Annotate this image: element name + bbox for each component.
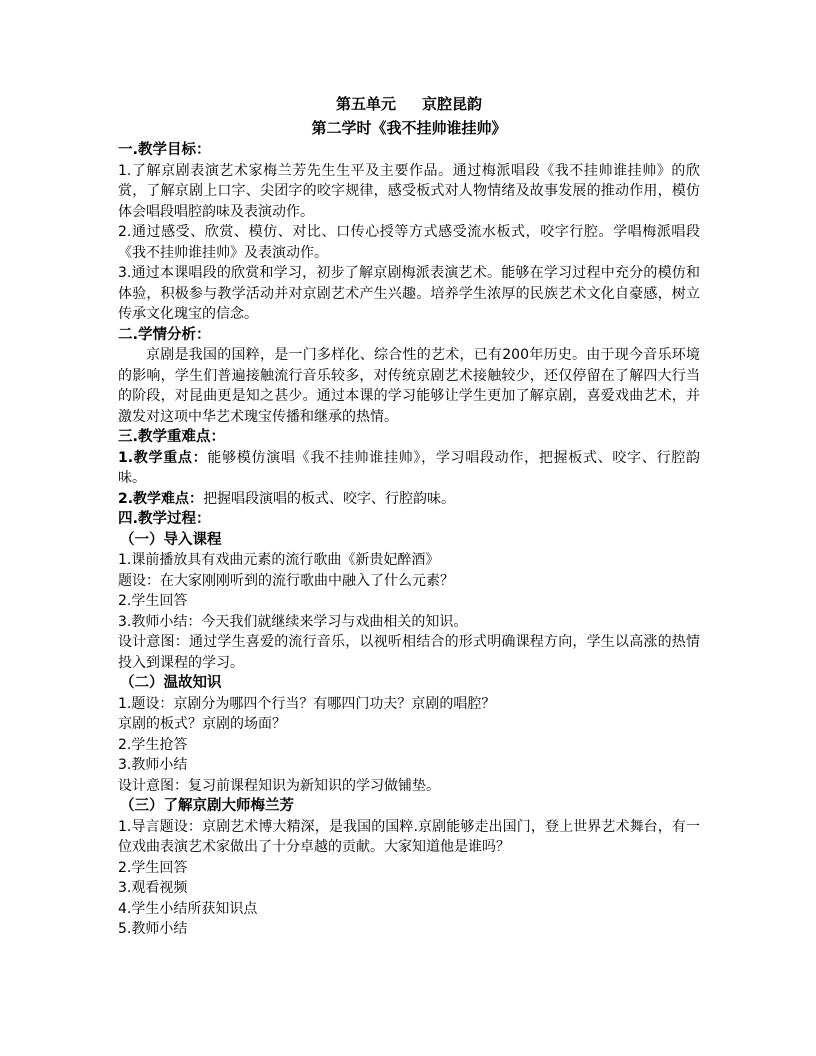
part2-line-3: 2.学生抢答 (118, 736, 188, 753)
part1-title: （一）导入课程 (120, 531, 222, 548)
goals-heading: 一.教学目标： (118, 142, 211, 158)
part3-line-4: 4.学生小结所获知识点 (118, 900, 258, 917)
part1-line-2: 题设：在大家刚刚听到的流行歌曲中融入了什么元素？ (118, 572, 454, 589)
focus-label: 1.教学重点： (118, 449, 208, 466)
part1-line-1: 1.课前播放具有戏曲元素的流行歌曲《新贵妃醉酒》 (118, 552, 440, 568)
part2-line-5: 设计意图：复习前课程知识为新知识的学习做铺垫。 (118, 777, 440, 794)
lesson-title: 第二学时《我不挂帅谁挂帅》 (311, 119, 507, 137)
part3-line-1: 1.导言题设：京剧艺术博大精深，是我国的国粹.京剧能够走出国门，登上世界艺术舞台，有一位戏曲表演艺术家做出了十分卓越的贡献。大家知道他是谁吗？ (118, 818, 700, 855)
process-heading: 四.教学过程： (118, 511, 211, 527)
part1-line-3: 2.学生回答 (118, 593, 188, 609)
part2-line-1: 1.题设：京剧分为哪四个行当？有哪四门功夫？京剧的唱腔？ (118, 695, 496, 712)
unit-number: 第五单元 (335, 95, 396, 113)
part2-title: （二）温故知识 (120, 675, 222, 691)
difficulty-text: 把握唱段演唱的板式、咬字、行腔韵味。 (203, 490, 456, 507)
focus-text: 能够模仿演唱《我不挂帅谁挂帅》，学习唱段动作，把握板式、咬字、行腔韵味。 (118, 449, 700, 486)
part1-line-4: 3.教师小结：今天我们就继续来学习与戏曲相关的知识。 (118, 613, 468, 630)
goal-item-1: 1.了解京剧表演艺术家梅兰芳先生生平及主要作品。通过梅派唱段《我不挂帅谁挂帅》的欣赏，了解京剧上口字、尖团字的咬字规律，感受板式对人物情绪及故事发展的推动作用，模仿体会唱段唱腔韵味及表演动作。 (118, 162, 700, 220)
goal-item-2: 2.通过感受、欣赏、模仿、对比、口传心授等方式感受流水板式，咬字行腔。学唱梅派唱段《我不挂帅谁挂帅》及表演动作。 (118, 224, 700, 261)
part2-line-4: 3.教师小结 (118, 757, 188, 773)
keypoints-heading: 三.教学重难点： (118, 429, 226, 445)
difficulty-label: 2.教学难点： (118, 490, 204, 507)
part3-title: （三）了解京剧大师梅兰芳 (120, 798, 294, 814)
document-page (118, 92, 700, 940)
part1-line-5: 设计意图：通过学生喜爱的流行音乐，以视听相结合的形式明确课程方向，学生以高涨的热情投入到课程的学习。 (118, 634, 700, 671)
part3-line-2: 2.学生回答 (118, 859, 188, 876)
part3-line-5: 5.教师小结 (118, 921, 188, 937)
analysis-paragraph: 京剧是我国的国粹，是一门多样化、综合性的艺术，已有200年历史。由于现今音乐环境的影响，学生们普遍接触流行音乐较多，对传统京剧艺术接触较少，还仅停留在了解四大行当的阶段，对昆曲更是知之甚少。通过本课的学习能够让学生更加了解京剧，喜爱戏曲艺术，并激发对这项中华艺术瑰宝传播和继承的热情。 (118, 347, 700, 425)
unit-title (118, 92, 700, 116)
analysis-heading: 二.学情分析： (118, 326, 211, 343)
focus-item (118, 448, 700, 489)
unit-topic: 京腔昆韵 (422, 95, 483, 113)
part2-line-2: 京剧的板式？京剧的场面？ (118, 716, 286, 732)
goal-item-3: 3.通过本课唱段的欣赏和学习，初步了解京剧梅派表演艺术。能够在学习过程中充分的模仿和体验，积极参与教学活动并对京剧艺术产生兴趣。培养学生浓厚的民族艺术文化自豪感，树立传承文化瑰宝的信念。 (118, 265, 700, 322)
part3-line-3: 3.观看视频 (118, 880, 188, 896)
difficulty-item (118, 489, 700, 510)
